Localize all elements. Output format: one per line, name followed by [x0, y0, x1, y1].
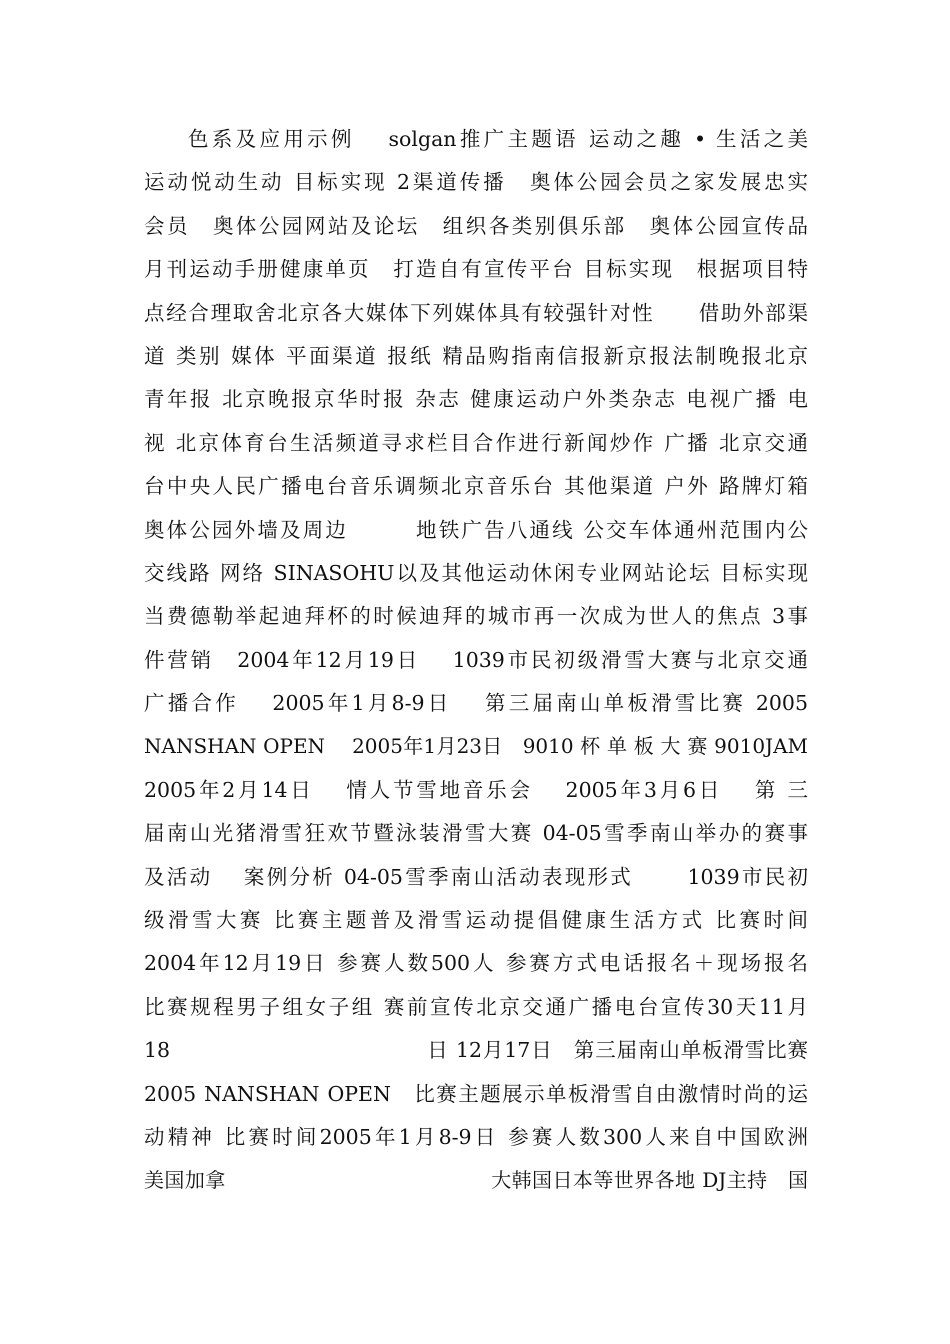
text-line: 当费德勒举起迪拜杯的时候迪拜的城市再一次成为世人的焦点 3事: [144, 604, 808, 629]
text-line: 广播合作 2005年1月8-9日 第三届南山单板滑雪比赛 2005: [144, 691, 808, 716]
text-line: 奥体公园外墙及周边 地铁广告八通线 公交车体通州范围内公: [144, 517, 808, 542]
text-line: 点经合理取舍北京各大媒体下列媒体具有较强针对性 借助外部渠: [144, 300, 808, 325]
text-line: 2005 NANSHAN OPEN 比赛主题展示单板滑雪自由激情时尚的运: [144, 1081, 808, 1106]
text-line: 视 北京体育台生活频道寻求栏目合作进行新闻炒作 广播 北京交通: [144, 430, 808, 455]
text-line: 比赛规程男子组女子组 赛前宣传北京交通广播电台宣传30天11月: [144, 994, 808, 1019]
text-line: 2005年2月14日 情人节雪地音乐会 2005年3月6日 第 三: [144, 777, 808, 802]
text-line: 会员 奥体公园网站及论坛 组织各类别俱乐部 奥体公园宣传品: [144, 213, 808, 238]
text-line: 动精神 比赛时间2005年1月8-9日 参赛人数300人来自中国欧洲: [144, 1124, 808, 1149]
text-line: 道 类别 媒体 平面渠道 报纸 精品购指南信报新京报法制晚报北京: [144, 343, 808, 368]
text-line: 交线路 网络 SINASOHU以及其他运动休闲专业网站论坛 目标实现: [144, 560, 808, 585]
body-text: [144, 118, 808, 1203]
text-line: 青年报 北京晚报京华时报 杂志 健康运动户外类杂志 电视广播 电: [144, 387, 808, 412]
text-line: 台中央人民广播电台音乐调频北京音乐台 其他渠道 户外 路牌灯箱: [144, 474, 808, 499]
text-line: 届南山光猪滑雪狂欢节暨泳装滑雪大赛 04-05雪季南山举办的赛事: [144, 821, 808, 846]
text-line: 美国加拿 大韩国日本等世界各地 DJ主持 国: [144, 1168, 808, 1193]
text-line: 月刊运动手册健康单页 打造自有宣传平台 目标实现 根据项目特: [144, 257, 808, 282]
text-line: NANSHAN OPEN 2005年1月23日 9010 杯 单 板 大 赛 9010JAM: [144, 734, 808, 759]
text-line: 运动悦动生动 目标实现 2渠道传播 奥体公园会员之家发展忠实: [144, 170, 808, 195]
text-line: 件营销 2004年12月19日 1039市民初级滑雪大赛与北京交通: [144, 647, 808, 672]
text-line: 级滑雪大赛 比赛主题普及滑雪运动提倡健康生活方式 比赛时间: [144, 908, 808, 933]
text-line: 18 日 12月17日 第三届南山单板滑雪比赛: [144, 1038, 808, 1063]
text-line: 色系及应用示例 solgan推广主题语 运动之趣 • 生活之美: [188, 127, 808, 151]
text-line: 2004年12月19日 参赛人数500人 参赛方式电话报名＋现场报名: [144, 951, 808, 976]
text-line: 及活动 案例分析 04-05雪季南山活动表现形式 1039市民初: [144, 864, 808, 889]
